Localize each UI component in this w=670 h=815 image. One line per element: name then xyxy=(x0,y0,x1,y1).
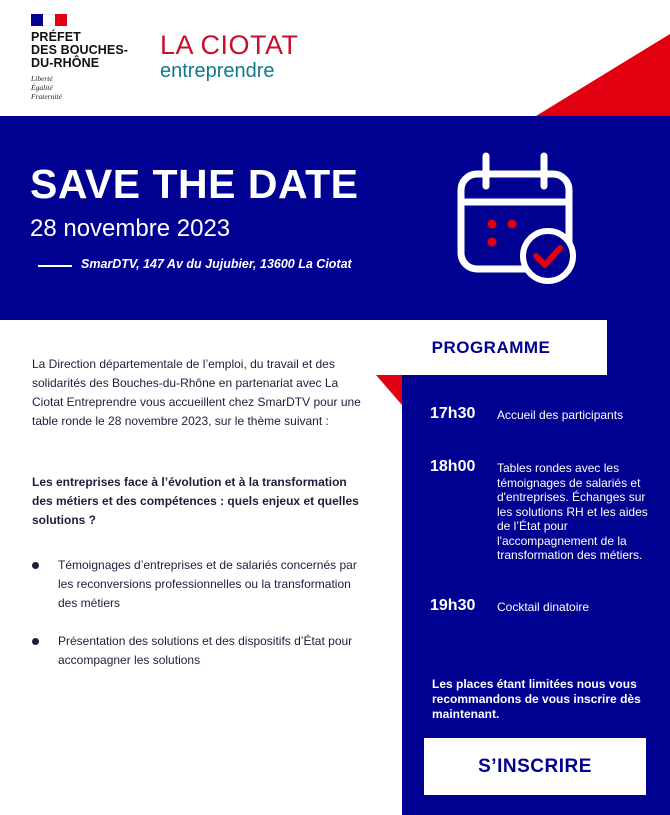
event-address: SmarDTV, 147 Av du Jujubier, 13600 La Ciotat xyxy=(81,257,352,271)
programme-title: PROGRAMME xyxy=(431,337,551,357)
bullet-list xyxy=(32,556,362,689)
bullet-dot-icon xyxy=(32,638,39,645)
red-corner-decoration xyxy=(376,375,402,405)
list-item xyxy=(32,632,362,670)
schedule-desc: Cocktail dinatoire xyxy=(497,600,590,614)
bullet-text: Témoignages d’entreprises et de salariés concernés par les reconversions professionnelles ou la transformation des métiers xyxy=(58,558,357,610)
red-triangle-decoration xyxy=(536,34,670,116)
bullet-dot-icon xyxy=(32,562,39,569)
schedule-time: 19h30 xyxy=(430,597,476,614)
french-flag-icon xyxy=(31,14,67,26)
bullet-text: Présentation des solutions et des dispositifs d’État pour accompagner les solutions xyxy=(58,634,353,667)
event-theme: Les entreprises face à l’évolution et à la transformation des métiers et des compétences : quels enjeux et quelles solutions ? xyxy=(32,475,359,527)
address-dash xyxy=(38,265,72,267)
schedule-time: 17h30 xyxy=(430,405,476,422)
list-item xyxy=(32,556,362,613)
header xyxy=(0,0,670,116)
calendar-check-icon xyxy=(456,152,580,284)
schedule-time: 18h00 xyxy=(430,458,476,475)
programme-header xyxy=(375,320,607,375)
la-ciotat-entreprendre-logo xyxy=(160,30,320,90)
register-button[interactable]: S’INSCRIRE xyxy=(424,738,646,795)
registration-notice: Les places étant limitées nous vous recommandons de vous inscrire dès maintenant. xyxy=(432,677,641,721)
schedule-desc: Accueil des participants xyxy=(497,408,624,422)
intro-paragraph: La Direction départementale de l’emploi, du travail et des solidarités des Bouches-du-Rhône en partenariat avec La Ciotat Entreprendre vous accueillent chez SmarDTV pour une table ronde le 28 novembre 2023, sur le thème suivant : xyxy=(32,357,361,428)
event-date: 28 novembre 2023 xyxy=(30,215,231,242)
logo-title: LA CIOTAT xyxy=(160,30,299,60)
schedule-desc: Tables rondes avec les témoignages de salariés et d'entreprises. Échanges sur les solutions RH et les aides de l’État pour l'accompagnement de la transformation des métiers. xyxy=(497,461,648,562)
republic-motto: Liberté Égalité Fraternité xyxy=(31,74,62,101)
save-the-date-title: SAVE THE DATE xyxy=(30,161,359,207)
logo-subtitle: entreprendre xyxy=(160,60,275,82)
prefecture-name: PRÉFET DES BOUCHES- DU-RHÔNE xyxy=(31,30,129,70)
